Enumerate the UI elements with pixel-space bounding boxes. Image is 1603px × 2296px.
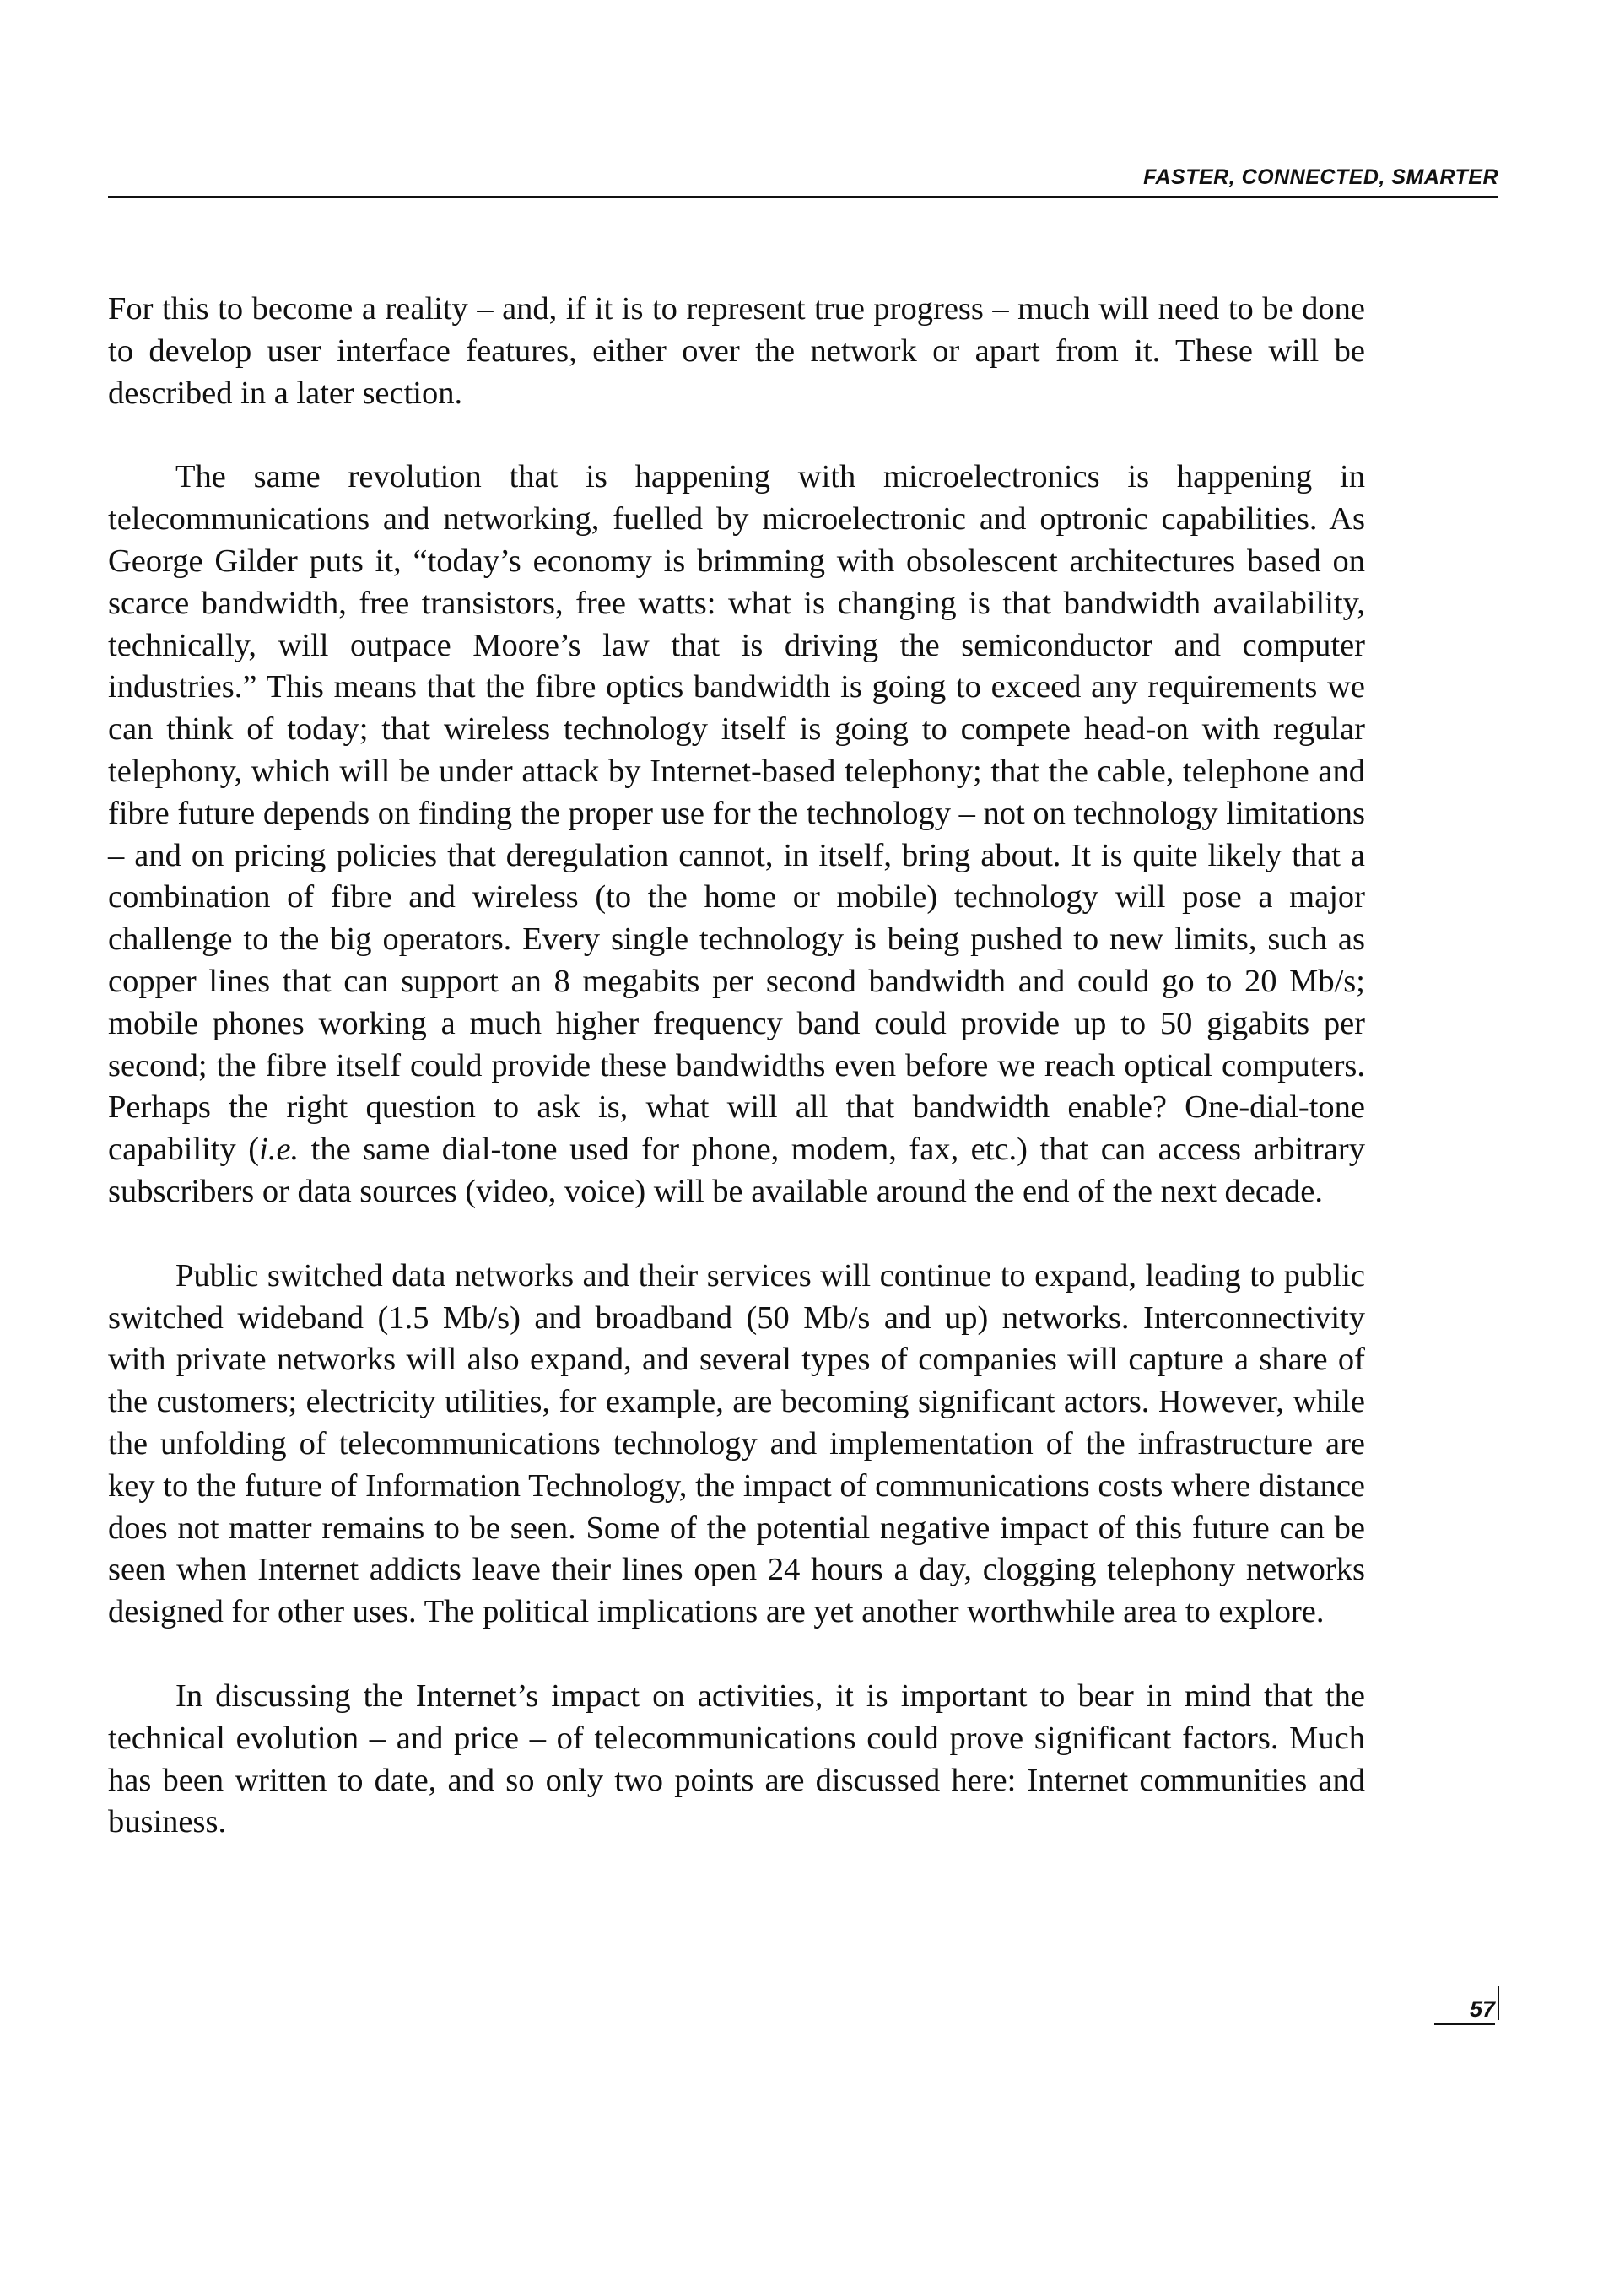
paragraph-2-italic: i.e. xyxy=(259,1132,300,1168)
header-rule xyxy=(108,196,1498,198)
paragraph-2-part-a: The same revolution that is happening with microelectronics is happening in telecommunications and networking, fuelled by microelectronic and optronic capabilities. As George Gilder puts it, “today’s economy is brimming with obsolescent architectures based on scarce bandwidth, free transistors, free watts: what is changing is that bandwidth availability, technically, will outpace Moore’s law that is driving the semiconductor and computer industries.” This means that the fibre optics bandwidth is going to exceed any requirements we can think of today; that wireless technology itself is going to compete head-on with regular telephony, which will be under attack by Internet-based telephony; that the cable, telephone and fibre future depends on finding the proper use for the technology – not on technology limitations – and on pricing policies that deregulation cannot, in itself, bring about. It is quite likely that a combination of fibre and wireless (to the home or mobile) technology will pose a major challenge to the big operators. Every single technology is being pushed to new limits, such as copper lines that can support an 8 megabits per second bandwidth and could go to 20 Mb/s; mobile phones working a much higher frequency band could provide up to 50 gigabits per second; the fibre itself could provide these bandwidths even before we reach optical computers. Perhaps the right question to ask is, what will all that bandwidth enable? One-dial-tone capability ( xyxy=(108,459,1365,1168)
page-number: 57 xyxy=(1434,1996,1495,2025)
paragraph-4: In discussing the Internet’s impact on activities, it is important to bear in mind that the technical evolution – and price – of telecommunications could prove significant factors. Much has been written to date, and so only two points are discussed here: Internet communities and business. xyxy=(108,1677,1365,1840)
paragraph-2 xyxy=(108,456,1365,1213)
body-text xyxy=(108,289,1365,1886)
paragraph-1: For this to become a reality – and, if it is to represent true progress – much will need to be done to develop user interface features, either over the network or apart from it. These will be described in a later section. xyxy=(108,291,1365,411)
paragraph-2-part-b: the same dial-tone used for phone, modem, fax, etc.) that can access arbitrary subscribers or data sources (video, voice) will be available around the end of the next decade. xyxy=(108,1132,1365,1209)
running-head: FASTER, CONNECTED, SMARTER xyxy=(1143,165,1498,189)
paragraph-3: Public switched data networks and their services will continue to expand, leading to public switched wideband (1.5 Mb/s) and broadband (50 Mb/s and up) networks. Interconnectivity with private networks will also expand, and several types of companies will capture a share of the customers; electricity utilities, for example, are becoming significant actors. However, while the unfolding of telecommunications technology and implementation of the infrastructure are key to the future of Information Technology, the impact of communications costs where distance does not matter remains to be seen. Some of the potential negative impact of this future can be seen when Internet addicts leave their lines open 24 hours a day, clogging telephony networks designed for other uses. The political implications are yet another worthwhile area to explore. xyxy=(108,1257,1365,1630)
page-number-rule xyxy=(1498,1986,1499,2020)
